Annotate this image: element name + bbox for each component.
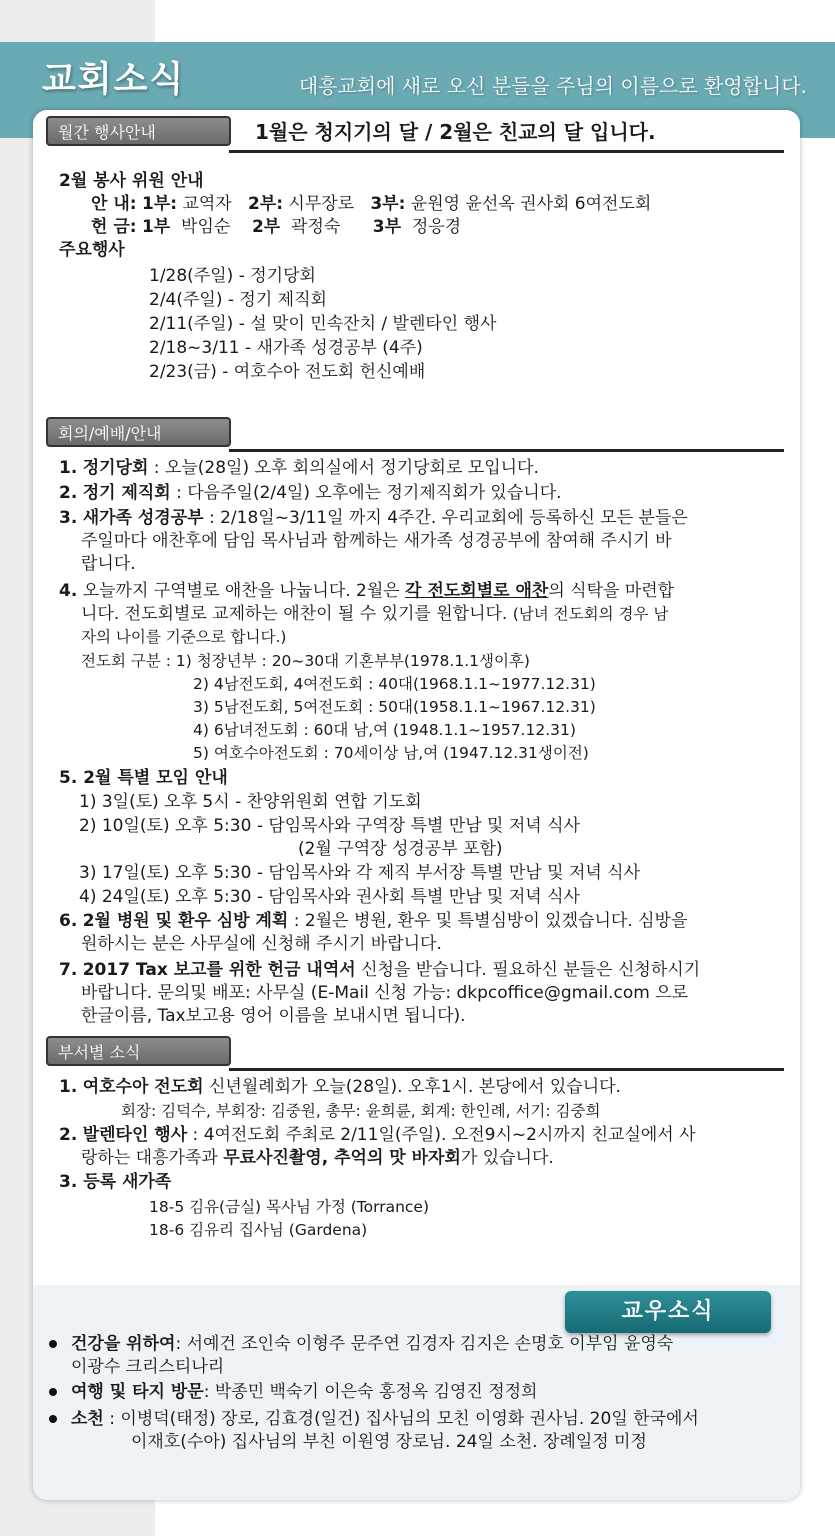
notice-item-7-line2: 바랍니다. 문의및 배포: 사무실 (E-Mail 신청 가능: dkpcoffice@gmail.com 으로: [81, 983, 689, 1003]
tab-department-news: 부서별 소식: [46, 1036, 231, 1066]
new-family-item: 18-5 김유(금실) 목사님 가정 (Torrance): [149, 1198, 430, 1216]
usher-row: 안 내: 1부: 교역자 2부: 시무장로 3부: 윤원영 윤선옥 권사회 6여전도회: [91, 194, 652, 214]
special-meeting-item: 4) 24일(토) 오후 5:30 - 담임목사와 권사회 특별 만남 및 저녁 식사: [79, 887, 580, 907]
group-division-item: 5) 여호수아전도회 : 70세이상 남,여 (1947.12.31생이전): [193, 744, 589, 762]
bullet-icon: [49, 1415, 57, 1423]
member-news-travel: 여행 및 타지 방문: 박종민 백숙기 이은숙 홍정옥 김영진 정정희: [49, 1381, 537, 1403]
special-meetings-title: 5. 2월 특별 모임 안내: [59, 768, 228, 788]
dept-item-2: 2. 발렌타인 행사 : 4여전도회 주최로 2/11일(주일). 오전9시~2시까지 친교실에서 사: [59, 1125, 696, 1145]
event-item: 2/18~3/11 - 새가족 성경공부 (4주): [149, 338, 423, 358]
new-family-title: 3. 등록 새가족: [59, 1172, 172, 1192]
member-news-health-line2: 이광수 크리스티나리: [71, 1357, 225, 1377]
event-item: 2/23(금) - 여호수아 전도회 헌신예배: [149, 362, 426, 382]
notice-item-4: 4. 오늘까지 구역별로 애찬을 나눕니다. 2월은 각 전도회별로 애찬의 식탁을 마련합: [59, 581, 675, 601]
notice-item-6: 6. 2월 병원 및 환우 심방 계획 : 2월은 병원, 환우 및 특별심방이 있겠습니다. 심방을: [59, 911, 688, 931]
welcome-subtitle: 대흥교회에 새로 오신 분들을 주님의 이름으로 환영합니다.: [298, 74, 807, 98]
member-news-passing: 소천 : 이병덕(태정) 장로, 김효경(일건) 집사님의 모친 이영화 권사님. 20일 한국에서: [49, 1408, 699, 1430]
tab-monthly-events: 월간 행사안내: [46, 116, 231, 146]
special-meeting-item: 2) 10일(토) 오후 5:30 - 담임목사와 구역장 특별 만남 및 저녁 식사: [79, 816, 580, 836]
event-item: 1/28(주일) - 정기당회: [149, 266, 316, 286]
notice-item-4-line3: 자의 나이를 기준으로 합니다.): [81, 628, 287, 646]
notice-item-2: 2. 정기 제직회 : 다음주일(2/4일) 오후에는 정기제직회가 있습니다.: [59, 483, 562, 503]
notice-item-7-line3: 한글이름, Tax보고용 영어 이름을 보내시면 됩니다).: [81, 1006, 466, 1026]
section-divider: [229, 1068, 784, 1071]
special-meeting-item: 1) 3일(토) 오후 5시 - 찬양위원회 연합 기도회: [79, 792, 422, 812]
page-title: 교회소식: [42, 60, 186, 100]
tab-meetings: 회의/예배/안내: [46, 417, 231, 447]
group-division-label: 전도회 구분 : 1) 청장년부 : 20~30대 기혼부부(1978.1.1생이후): [81, 652, 530, 670]
notice-item-3: 3. 새가족 성경공부 : 2/18일~3/11일 까지 4주간. 우리교회에 등록하신 모든 분들은: [59, 508, 688, 528]
group-division-item: 4) 6남녀전도회 : 60대 남,여 (1948.1.1~1957.12.31): [193, 721, 576, 739]
event-item: 2/11(주일) - 설 맞이 민속잔치 / 발렌타인 행사: [149, 314, 497, 334]
bullet-icon: [49, 1340, 57, 1348]
offering-row: 헌 금: 1부 박임순 2부 곽정숙 3부 정응경: [91, 217, 462, 237]
notice-item-4-line2: 니다. 전도회별로 교제하는 애찬이 될 수 있기를 원합니다. (남녀 전도회의 경우 남: [81, 604, 669, 624]
notice-item-1: 1. 정기당회 : 오늘(28일) 오후 회의실에서 정기당회로 모입니다.: [59, 458, 539, 478]
volunteers-title: 2월 봉사 위원 안내: [59, 171, 204, 191]
member-news-health: 건강을 위하여: 서예건 조인숙 이형주 문주연 김경자 김지은 손명호 이부임 윤영숙: [49, 1333, 673, 1355]
events-title: 주요행사: [59, 240, 125, 260]
notice-item-6-line2: 원하시는 분은 사무실에 신청해 주시기 바랍니다.: [81, 934, 442, 954]
special-meeting-item: 3) 17일(토) 오후 5:30 - 담임목사와 각 제직 부서장 특별 만남 및 저녁 식사: [79, 863, 641, 883]
bulletin-card: [33, 110, 800, 1500]
member-news-passing-line2: 이재호(수아) 집사님의 부친 이원영 장로님. 24일 소천. 장례일정 미정: [131, 1432, 647, 1452]
month-theme-banner: 1월은 청지기의 달 / 2월은 친교의 달 입니다.: [255, 120, 656, 144]
section-divider: [229, 150, 784, 153]
special-meeting-note: (2월 구역장 성경공부 포함): [298, 839, 503, 859]
group-division-item: 2) 4남전도회, 4여전도회 : 40대(1968.1.1~1977.12.31): [193, 675, 596, 693]
group-division-item: 3) 5남전도회, 5여전도회 : 50대(1958.1.1~1967.12.31): [193, 698, 596, 716]
event-item: 2/4(주일) - 정기 제직회: [149, 290, 327, 310]
notice-item-7: 7. 2017 Tax 보고를 위한 헌금 내역서 신청을 받습니다. 필요하신 분들은 신청하시기: [59, 960, 701, 980]
dept-item-1-officers: 회장: 김덕수, 부회장: 김중원, 총무: 윤희륜, 회계: 한인례, 서기: 김중희: [121, 1102, 601, 1120]
notice-item-3-line3: 랍니다.: [81, 554, 136, 574]
bullet-icon: [49, 1388, 57, 1396]
dept-item-2-line2: 랑하는 대흥가족과 무료사진촬영, 추억의 맛 바자회가 있습니다.: [81, 1148, 554, 1168]
new-family-item: 18-6 김유리 집사님 (Gardena): [149, 1221, 368, 1239]
notice-item-3-line2: 주일마다 애찬후에 담임 목사님과 함께하는 새가족 성경공부에 참여해 주시기 바: [81, 531, 672, 551]
dept-item-1: 1. 여호수아 전도회 신년월례회가 오늘(28일). 오후1시. 본당에서 있습니다.: [59, 1077, 621, 1097]
member-news-ribbon: 교우소식: [565, 1291, 771, 1333]
section-divider: [229, 449, 784, 452]
